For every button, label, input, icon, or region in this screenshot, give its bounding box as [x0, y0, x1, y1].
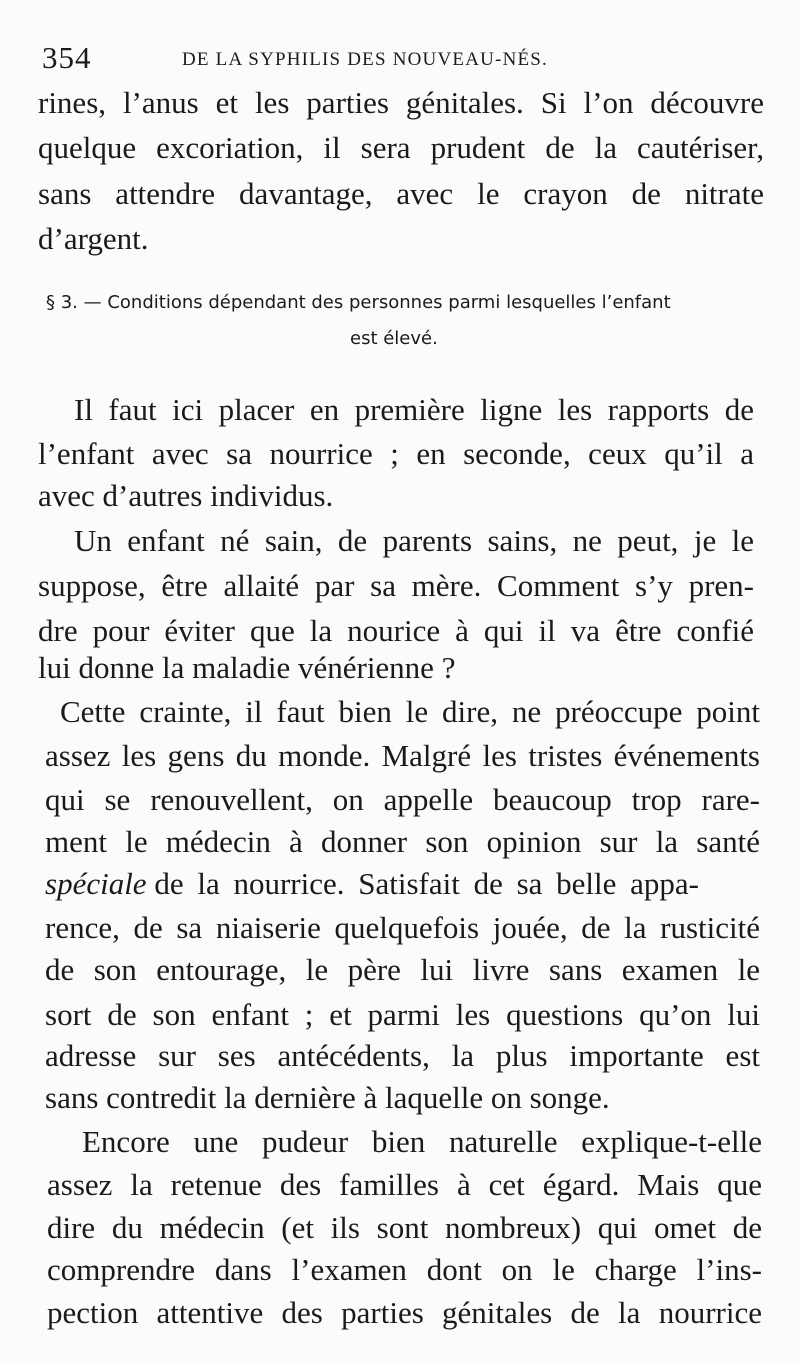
text-line: avec d’autres individus. — [38, 478, 334, 513]
text-line: l’enfant avec sa nourrice ; en seconde, ceux qu’il a — [38, 436, 754, 471]
section-heading: § 3. — Conditions dépendant des personnes parmi lesquelles l’enfant — [46, 292, 671, 313]
text-line: quelque excoriation, il sera prudent de la cautériser, — [38, 130, 764, 165]
text-fragment: de la nourrice. Satisfait de sa belle appa- — [154, 866, 700, 901]
text-line: pection attentive des parties génitales de la nourrice — [47, 1295, 762, 1330]
text-line: ment le médecin à donner son opinion sur la santé — [45, 824, 760, 859]
text-line: adresse sur ses antécédents, la plus importante est — [45, 1038, 760, 1073]
text-line: Cette crainte, il faut bien le dire, ne préoccupe point — [60, 694, 760, 729]
running-title: DE LA SYPHILIS DES NOUVEAU-NÉS. — [182, 49, 549, 70]
text-line: Un enfant né sain, de parents sains, ne peut, je le — [74, 523, 754, 558]
text-line: Il faut ici placer en première ligne les rapports de — [74, 392, 754, 427]
text-line: suppose, être allaité par sa mère. Comment s’y pren- — [38, 568, 754, 603]
page-number: 354 — [42, 40, 92, 75]
text-line: rence, de sa niaiserie quelquefois jouée, de la rusticité — [45, 910, 760, 945]
text-line: d’argent. — [38, 221, 149, 256]
text-line: qui se renouvellent, on appelle beaucoup trop rare- — [45, 782, 760, 817]
text-line: dre pour éviter que la nourice à qui il va être confié — [38, 613, 754, 648]
text-line: comprendre dans l’examen dont on le charge l’ins- — [47, 1252, 762, 1287]
text-line: de son entourage, le père lui livre sans examen le — [45, 952, 760, 987]
text-line: sans attendre davantage, avec le crayon de nitrate — [38, 176, 764, 211]
text-line: assez les gens du monde. Malgré les tristes événements — [45, 738, 760, 773]
text-line: sort de son enfant ; et parmi les questions qu’on lui — [45, 997, 760, 1032]
text-line: lui donne la maladie vénérienne ? — [38, 650, 456, 685]
section-heading: est élevé. — [350, 328, 438, 349]
text-line: dire du médecin (et ils sont nombreux) qui omet de — [47, 1210, 762, 1245]
emphasis-text: spéciale — [45, 866, 147, 901]
text-line: sans contredit la dernière à laquelle on songe. — [45, 1080, 610, 1115]
running-head — [32, 40, 772, 80]
text-line: assez la retenue des familles à cet égard. Mais que — [47, 1167, 762, 1202]
text-line: rines, l’anus et les parties génitales. Si l’on découvre — [38, 85, 764, 120]
text-line — [45, 864, 760, 904]
text-line: Encore une pudeur bien naturelle explique-t-elle — [82, 1124, 762, 1159]
